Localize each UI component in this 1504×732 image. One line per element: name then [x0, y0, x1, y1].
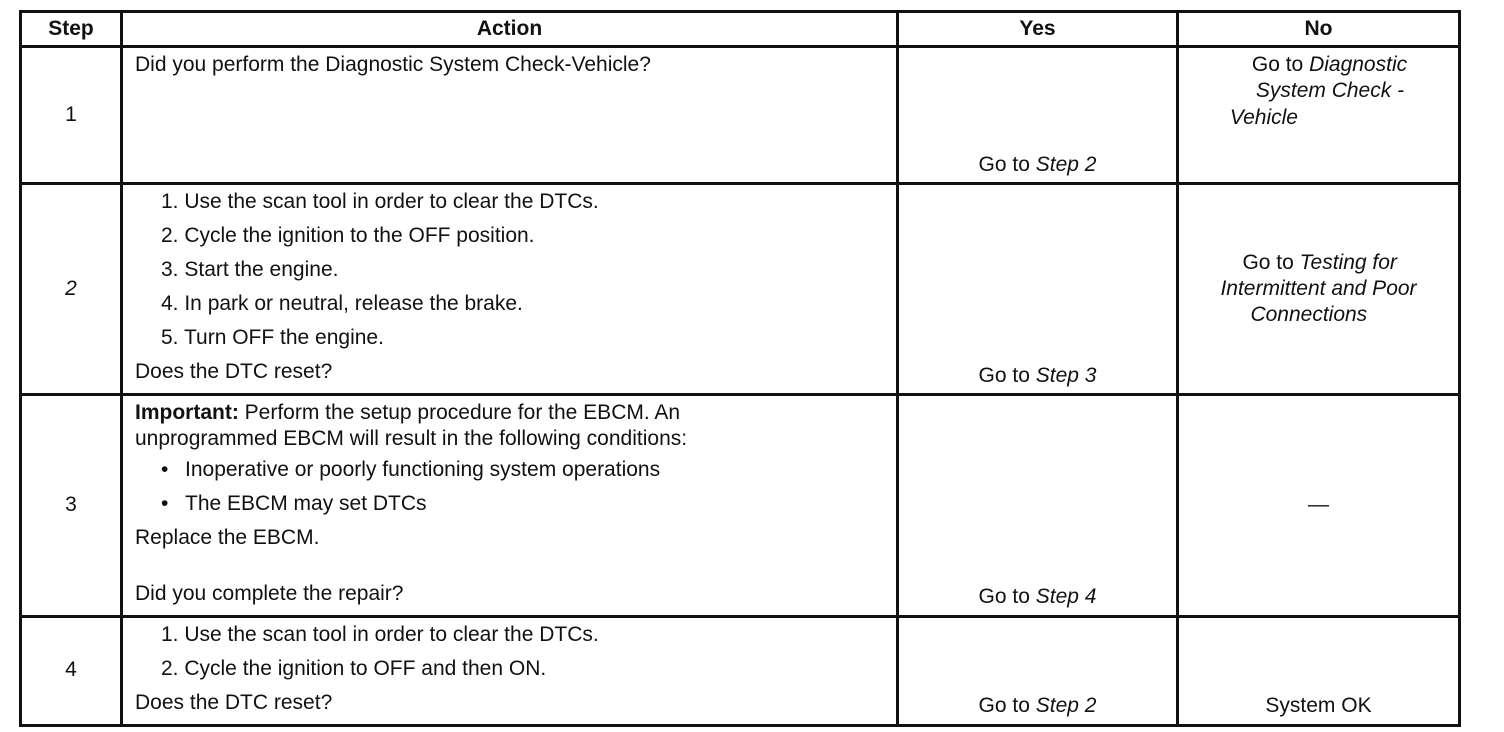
- no-prefix: Go to: [1242, 250, 1300, 274]
- step-number: 4: [21, 616, 122, 725]
- table-row: [21, 616, 1460, 725]
- important-text-continued: unprogrammed EBCM will result in the following conditions:: [135, 427, 688, 451]
- no-link-line3: Vehicle: [1229, 105, 1298, 129]
- action-question: Does the DTC reset?: [135, 690, 333, 714]
- no-cell: [1178, 47, 1460, 184]
- important-label: Important:: [135, 401, 239, 424]
- no-link-line2: Intermittent and Poor: [1220, 276, 1417, 300]
- yes-prefix: Go to: [978, 152, 1036, 176]
- no-link-line2: System Check -: [1255, 79, 1405, 103]
- yes-step-link: Step 2: [1035, 152, 1097, 176]
- action-question: Does the DTC reset?: [135, 360, 333, 383]
- no-value: —: [1308, 493, 1329, 517]
- no-link-line1: Testing for: [1299, 250, 1397, 274]
- yes-cell: [898, 184, 1178, 395]
- header-step: Step: [21, 12, 122, 47]
- action-list-item: 1. Use the scan tool in order to clear the DTCs.: [161, 622, 599, 646]
- no-value: System OK: [1265, 694, 1372, 718]
- no-cell: [1178, 616, 1460, 725]
- table-row: [21, 184, 1460, 395]
- step-number: 1: [21, 47, 122, 184]
- bullet-dot-icon: •: [161, 457, 169, 481]
- no-link-line1: Diagnostic: [1309, 53, 1408, 76]
- bullet-item: [135, 487, 884, 521]
- no-cell: [1178, 395, 1460, 617]
- action-cell: [122, 184, 898, 395]
- action-instruction: Replace the EBCM.: [135, 525, 320, 549]
- yes-cell: [898, 395, 1178, 617]
- header-yes: Yes: [898, 12, 1178, 47]
- bullet-text: Inoperative or poorly functioning system operations: [185, 457, 661, 481]
- table-row: [21, 395, 1460, 617]
- yes-prefix: Go to: [978, 363, 1036, 387]
- no-prefix: Go to: [1251, 53, 1310, 76]
- bullet-item: [135, 453, 884, 487]
- yes-step-link: Step 4: [1035, 585, 1097, 609]
- diagnostic-table: [19, 10, 1461, 727]
- action-list-item: 2. Cycle the ignition to the OFF position.: [161, 224, 535, 247]
- bullet-text: The EBCM may set DTCs: [185, 491, 427, 515]
- header-row: [21, 12, 1460, 47]
- bullet-dot-icon: •: [161, 491, 169, 515]
- no-link-line3: Connections: [1250, 303, 1368, 327]
- yes-cell: [898, 47, 1178, 184]
- action-cell: [122, 395, 898, 617]
- action-list-item: 2. Cycle the ignition to OFF and then ON.: [161, 656, 547, 680]
- header-action: Action: [122, 12, 898, 47]
- header-no: No: [1178, 12, 1460, 47]
- yes-cell: [898, 616, 1178, 725]
- table-row: [21, 47, 1460, 184]
- no-cell: [1178, 184, 1460, 395]
- action-list-item: 5. Turn OFF the engine.: [161, 326, 384, 349]
- yes-step-link: Step 3: [1035, 363, 1097, 387]
- action-question: Did you perform the Diagnostic System Check-Vehicle?: [135, 53, 651, 76]
- step-number: 3: [21, 395, 122, 617]
- yes-step-link: Step 2: [1035, 694, 1097, 718]
- action-list-item: 3. Start the engine.: [161, 258, 339, 281]
- step-number: 2: [21, 184, 122, 395]
- action-question: Did you complete the repair?: [135, 581, 404, 605]
- yes-prefix: Go to: [978, 585, 1036, 609]
- action-list-item: 4. In park or neutral, release the brake.: [161, 292, 523, 315]
- action-cell: [122, 47, 898, 184]
- yes-prefix: Go to: [978, 694, 1036, 718]
- action-list-item: 1. Use the scan tool in order to clear the DTCs.: [161, 190, 599, 213]
- action-cell: [122, 616, 898, 725]
- important-text: Perform the setup procedure for the EBCM. An: [238, 401, 681, 424]
